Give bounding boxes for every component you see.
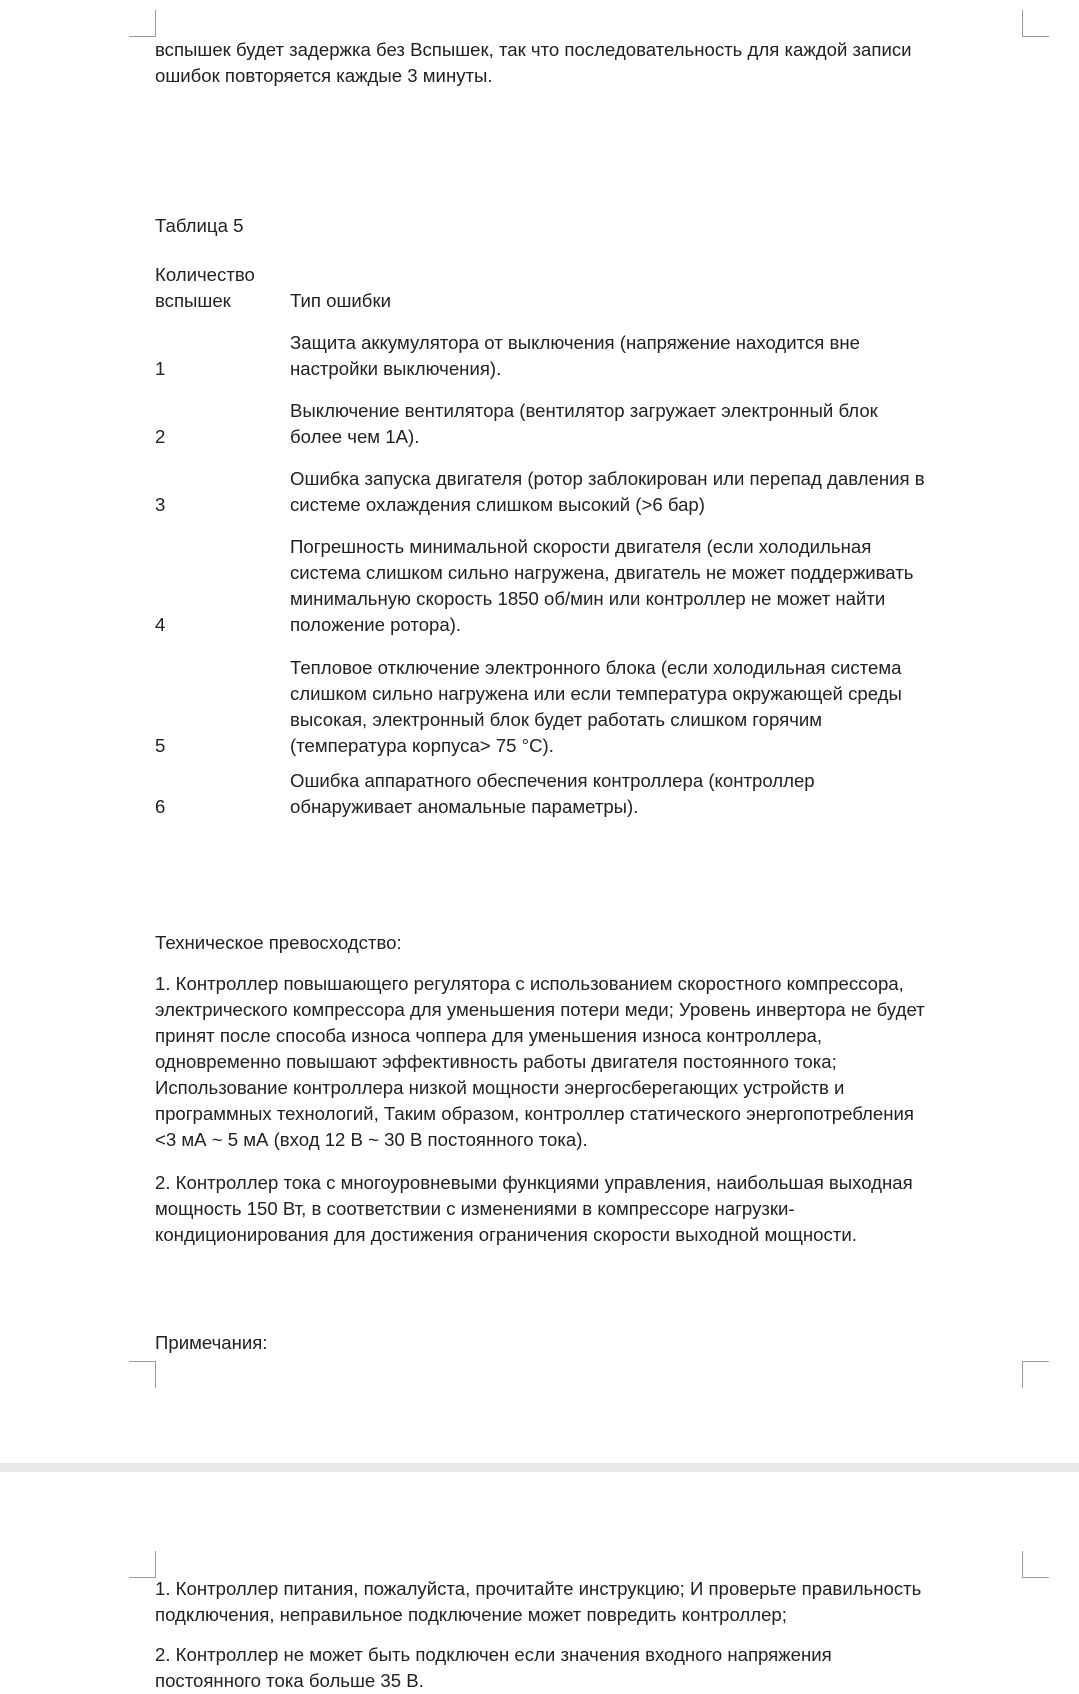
error-description: Ошибка аппаратного обеспечения контроллера (контроллер обнаруживает аномальные параметры). [290,770,815,817]
crop-mark-bottom-right [1022,1361,1049,1388]
intro-paragraph: вспышек будет задержка без Вспышек, так что последовательность для каждой записи ошибок повторяется каждые 3 минуты. [155,39,912,86]
note-1: 1. Контроллер питания, пожалуйста, прочитайте инструкцию; И проверьте правильность подключения, неправильное подключение может повредить контроллер; [155,1578,922,1625]
table-caption: Таблица 5 [155,215,244,236]
note-2: 2. Контроллер не может быть подключен если значения входного напряжения постоянного тока больше 35 В. [155,1644,832,1691]
page-separator [0,1463,1079,1472]
table-row [155,760,1015,820]
notes-heading: Примечания: [155,1332,268,1353]
table-row [155,458,1015,518]
table-header-row [155,254,1015,314]
table-row [155,390,1015,450]
flash-count: 3 [155,494,166,515]
error-description: Защита аккумулятора от выключения (напряжение находится вне настройки выключения). [290,332,860,379]
flash-count: 6 [155,796,166,817]
table-row [155,536,1015,638]
crop-mark-top-left [129,10,156,37]
flash-count: 1 [155,358,166,379]
crop-mark-top-right [1022,1551,1049,1578]
table-row [155,322,1015,382]
error-description: Погрешность минимальной скорости двигателя (если холодильная система слишком сильно нагружена, двигатель не может поддерживать минимальную скорость 1850 об/мин или контроллер не может найти положение ротора). [290,536,914,635]
table-row [155,657,1015,759]
error-description: Ошибка запуска двигателя (ротор заблокирован или перепад давления в системе охлаждения слишком высокий (>6 бар) [290,468,925,515]
header-flash-count: Количество вспышек [155,264,255,311]
crop-mark-top-right [1022,10,1049,37]
error-description: Выключение вентилятора (вентилятор загружает электронный блок более чем 1А). [290,400,878,447]
tech-paragraph-2: 2. Контроллер тока с многоуровневыми функциями управления, наибольшая выходная мощность 150 Вт, в соответствии с изменениями в компрессоре нагрузки- кондиционирования для достижения ограничения скорости выходной мощности. [155,1172,913,1245]
section-heading: Техническое превосходство: [155,932,402,953]
crop-mark-bottom-left [129,1361,156,1388]
crop-mark-top-left [129,1551,156,1578]
flash-count: 5 [155,735,166,756]
flash-count: 4 [155,614,166,635]
error-description: Тепловое отключение электронного блока (если холодильная система слишком сильно нагружена или если температура окружающей среды высокая, электронный блок будет работать слишком горячим (температура корпуса> 75 °C). [290,657,902,756]
flash-count: 2 [155,426,166,447]
header-error-type: Тип ошибки [290,290,391,311]
tech-paragraph-1: 1. Контроллер повышающего регулятора с использованием скоростного компрессора, электрического компрессора для уменьшения потери меди; Уровень инвертора не будет принят после способа износа чоппера для уменьшения износа контроллера, одновременно повышают эффективность работы двигателя постоянного тока; Использование контроллера низкой мощности энергосберегающих устройств и программных технологий, Таким образом, контроллер статического энергопотребления <3 мА ~ 5 мА (вход 12 В ~ 30 В постоянного тока). [155,973,925,1150]
document-page-2 [0,1472,1079,1694]
